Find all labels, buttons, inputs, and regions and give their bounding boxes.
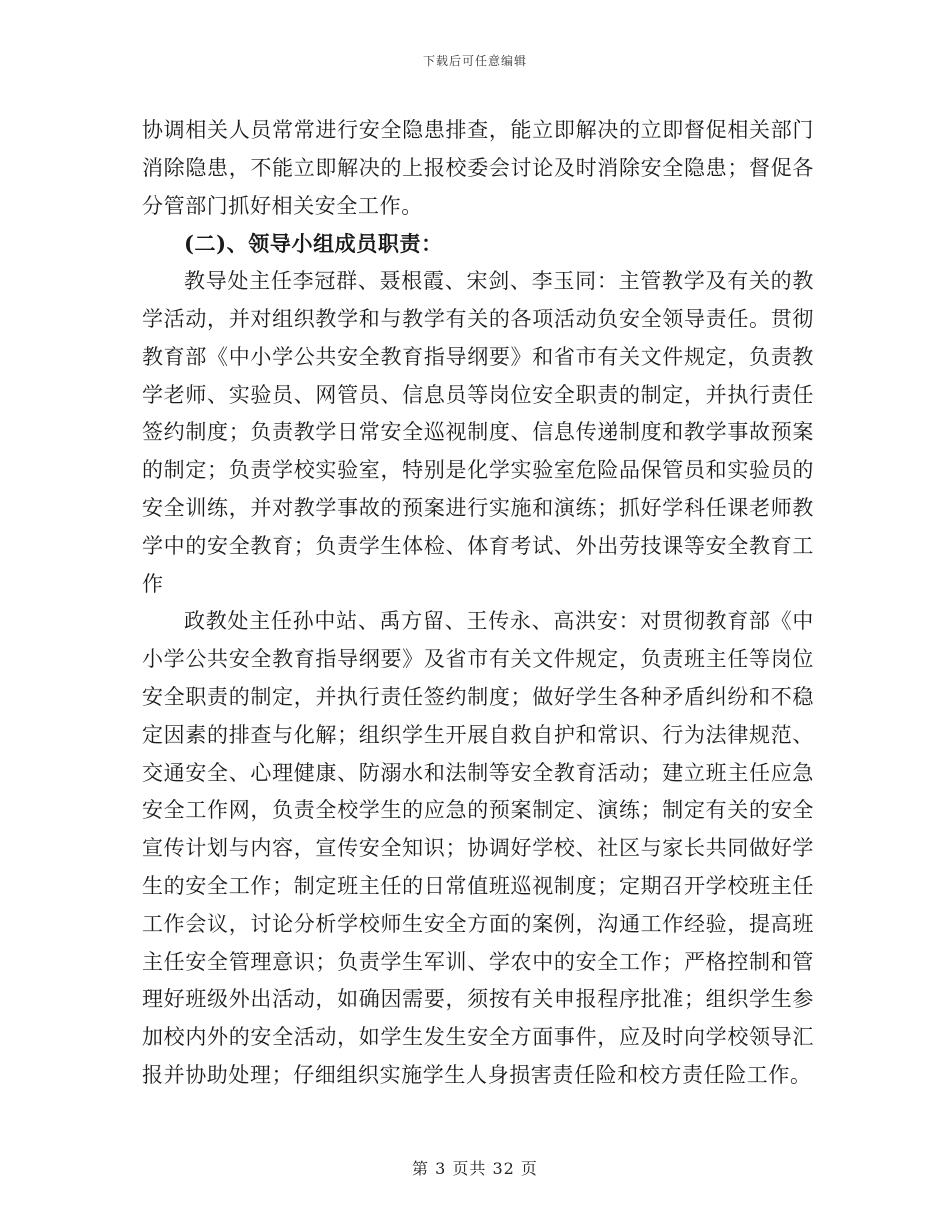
section-heading: (二)、领导小组成员职责： [184,231,443,257]
page-header: 下载后可任意编辑 [422,54,527,68]
paragraph-continuation: 协调相关人员常常进行安全隐患排查，能立即解决的立即督促相关部门消除隐患，不能立即解决的上报校委会讨论及时消除安全隐患；督促各分管部门抓好相关安全工作。 [142,118,814,218]
paragraph-teaching-office: 教导处主任李冠群、聂根霞、宋剑、李玉同：主管教学及有关的教学活动，并对组织教学和与教学有关的各项活动负安全领导责任。贯彻教育部《中小学公共安全教育指导纲要》和省市有关文件规定，负责教学老师、实验员、网管员、信息员等岗位安全职责的制定，并执行责任签约制度；负责教学日常安全巡视制度、信息传递制度和教学事故预案的制定；负责学校实验室，特别是化学实验室危险品保管员和实验员的安全训练，并对教学事故的预案进行实施和演练；抓好学科任课老师教学中的安全教育；负责学生体检、体育考试、外出劳技课等安全教育工作 [142,269,814,596]
page-footer: 第 3 页共 32 页 [412,1159,538,1178]
document-body [142,112,814,1095]
paragraph-political-office: 政教处主任孙中站、禹方留、王传永、高洪安：对贯彻教育部《中小学公共安全教育指导纲要》及省市有关文件规定，负责班主任等岗位安全职责的制定，并执行责任签约制度；做好学生各种矛盾纠纷和不稳定因素的排查与化解；组织学生开展自救自护和常识、行为法律规范、交通安全、心理健康、防溺水和法制等安全教育活动；建立班主任应急安全工作网，负责全校学生的应急的预案制定、演练；制定有关的安全宣传计划与内容，宣传安全知识；协调好学校、社区与家长共同做好学生的安全工作；制定班主任的日常值班巡视制度；定期召开学校班主任工作会议，讨论分析学校师生安全方面的案例，沟通工作经验，提高班主任安全管理意识；负责学生军训、学农中的安全工作；严格控制和管理好班级外出活动，如确因需要，须按有关申报程序批准；组织学生参加校内外的安全活动，如学生发生安全方面事件，应及时向学校领导汇报并协助处理；仔细组织实施学生人身损害责任险和校方责任险工作。 [142,609,814,1087]
